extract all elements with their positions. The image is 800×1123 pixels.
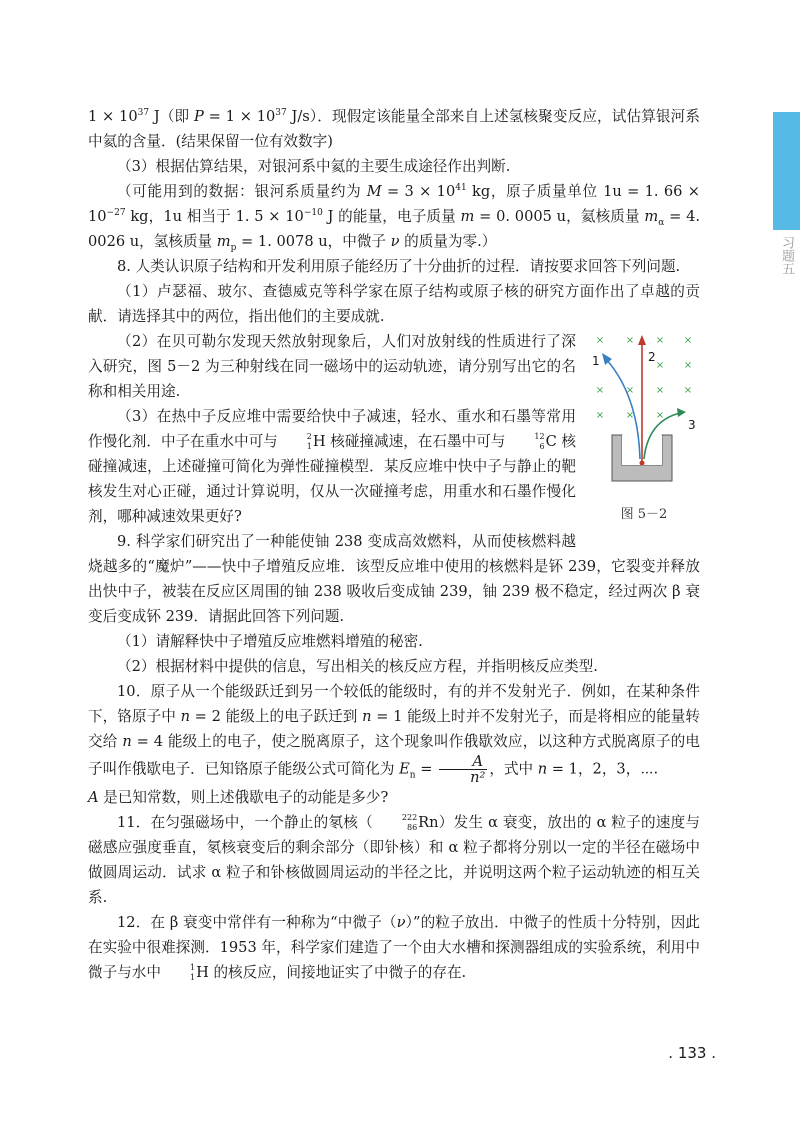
field-mark: × — [595, 385, 605, 396]
question-11: 11．在匀强磁场中，一个静止的氡核（ 222 86 Rn）发生 α 衰变，放出的 α 粒子的速度与磁感应强度垂直，氡核衰变后的剩余部分（即钋核）和 α 粒子都将分别以一定的半径在磁场中做圆周运动．试求 α 粒子和钋核做圆周运动的半径之比，并说明这两个粒子运动轨迹的相互关系. — [88, 813, 700, 906]
ray-label-3: 3 — [688, 418, 696, 432]
field-mark: × — [595, 335, 605, 346]
question-10: 10．原子从一个能级跃迁到另一个较低的能级时，有的并不发射光子．例如，在某种条件下，铬原子中 n = 2 能级上的电子跃迁到 n = 1 能级上时并不发射光子，而是将相应的能量转交给 n = 4 能级上的电子，使之脱离原子，这个现象叫作俄歇效应，以这种方式脱离原子的电子叫作俄歇电子．已知铬原子能级公式可简化为 $E_n$ = $\frac{A}{\text{n²}}$ ，式中 n = 1，2，3，⋯. — [88, 683, 701, 786]
ray-label-2: 2 — [648, 350, 656, 364]
radioactive-source — [640, 461, 645, 466]
question-8-3: （3）在热中子反应堆中需要给快中子减速，轻水、重水和石墨等常用作慢化剂．中子在重水中可与 2 1 H 核碰撞减速，在石墨中可与 12 6 C 核碰撞减速，上述碰撞可简化为弹性碰撞模型．某反应堆中快中子与静止的靶核发生对心正碰，通过计算说明，仅从一次碰撞考虑，用重水和石墨作慢化剂，哪种减速效果更好? — [88, 408, 576, 525]
radiation-tracks-diagram — [588, 335, 700, 505]
question-7-3: （3）根据估算结果，对银河系中氦的主要生成途径作出判断. — [117, 158, 511, 175]
page-number: . 133 . — [668, 1044, 716, 1062]
field-mark: × — [683, 385, 693, 396]
question-9-1: （1）请解释快中子增殖反应堆燃料增殖的秘密. — [117, 633, 423, 650]
field-mark: × — [655, 385, 665, 396]
field-mark: × — [625, 335, 635, 346]
section-tab — [773, 112, 800, 230]
field-mark: × — [683, 335, 693, 346]
paragraph-data: （可能用到的数据：银河系质量约为 $M = 3 \times 10^{41}$ kg，原子质量单位 1u = 1. $66 \times 10^{-27}$ kg，1u 相当于 1. $5 \times 10^{-10}$ J 的能量，电子质量 m = 0. 0005 u，氦核质量 $m_\alpha = 4$. 0026 u，氢核质量 $m_p = 1$. 0078 u，中微子 ν 的质量为零.） — [88, 183, 701, 253]
figure-5-2 — [588, 335, 700, 533]
field-mark: × — [655, 335, 665, 346]
field-mark: × — [595, 410, 605, 421]
isotope-rn222: 222 86 — [401, 813, 418, 832]
question-12: 12．在 β 衰变中常伴有一种称为“中微子（ν）”的粒子放出．中微子的性质十分特别，因此在实验中很难探测．1953 年，科学家们建造了一个由大水槽和探测器组成的实验系统，利用中微子与水中 1 1 H 的核反应，间接地证实了中微子的存在. — [88, 914, 700, 982]
isotope-h1: 1 1 — [189, 963, 196, 982]
page-content — [88, 104, 700, 985]
energy-fraction: $\frac{A}{\text{n²}}$ — [439, 754, 487, 785]
question-8: 8. 人类认识原子结构和开发利用原子能经历了十分曲折的过程．请按要求回答下列问题. — [117, 258, 681, 275]
paragraph-energy: $1 \times 10^{37}$ J（即 $P = 1 \times 10^{37}$ J/s）．现假定该能量全部来自上述氢核聚变反应，试估算银河系中氦的含量．(结果保留一位有效数字) — [88, 108, 700, 150]
isotope-c12: 12 6 — [534, 432, 545, 451]
field-mark: × — [655, 410, 665, 421]
question-8-2: （2）在贝可勒尔发现天然放射现象后，人们对放射线的性质进行了深入研究，图 5－2 为三种射线在同一磁场中的运动轨迹，请分别写出它的名称和相关用途. — [88, 333, 576, 400]
ray-label-1: 1 — [592, 354, 600, 368]
isotope-h2: 2 1 — [306, 432, 312, 451]
ray-2-arrow — [638, 335, 646, 345]
figure-caption: 图 5－2 — [620, 507, 668, 522]
field-mark: × — [625, 385, 635, 396]
question-10-cont: A 是已知常数，则上述俄歇电子的动能是多少? — [88, 789, 389, 806]
field-mark: × — [655, 360, 665, 371]
question-9-2: （2）根据材料中提供的信息，写出相关的核反应方程，并指明核反应类型. — [117, 658, 598, 675]
question-8-1: （1）卢瑟福、玻尔、查德威克等科学家在原子结构或原子核的研究方面作出了卓越的贡献．请选择其中的两位，指出他们的主要成就. — [88, 283, 700, 325]
question-9: 9. 科学家们研究出了一种能使铀 238 变成高效燃料，从而使核燃料越烧越多的“魔炉”——快中子增殖反应堆．该型反应堆中使用的核燃料是钚 239，它裂变并释放出快中子，被装在反应区周围的铀 238 吸收后变成铀 239，铀 239 极不稳定，经过两次 β 衰变后变成钚 239．请据此回答下列问题. — [88, 533, 700, 625]
ray-3-arrow — [677, 408, 686, 417]
section-tab-label: 习题五 — [779, 236, 794, 275]
field-mark: × — [683, 360, 693, 371]
field-mark: × — [625, 410, 635, 421]
